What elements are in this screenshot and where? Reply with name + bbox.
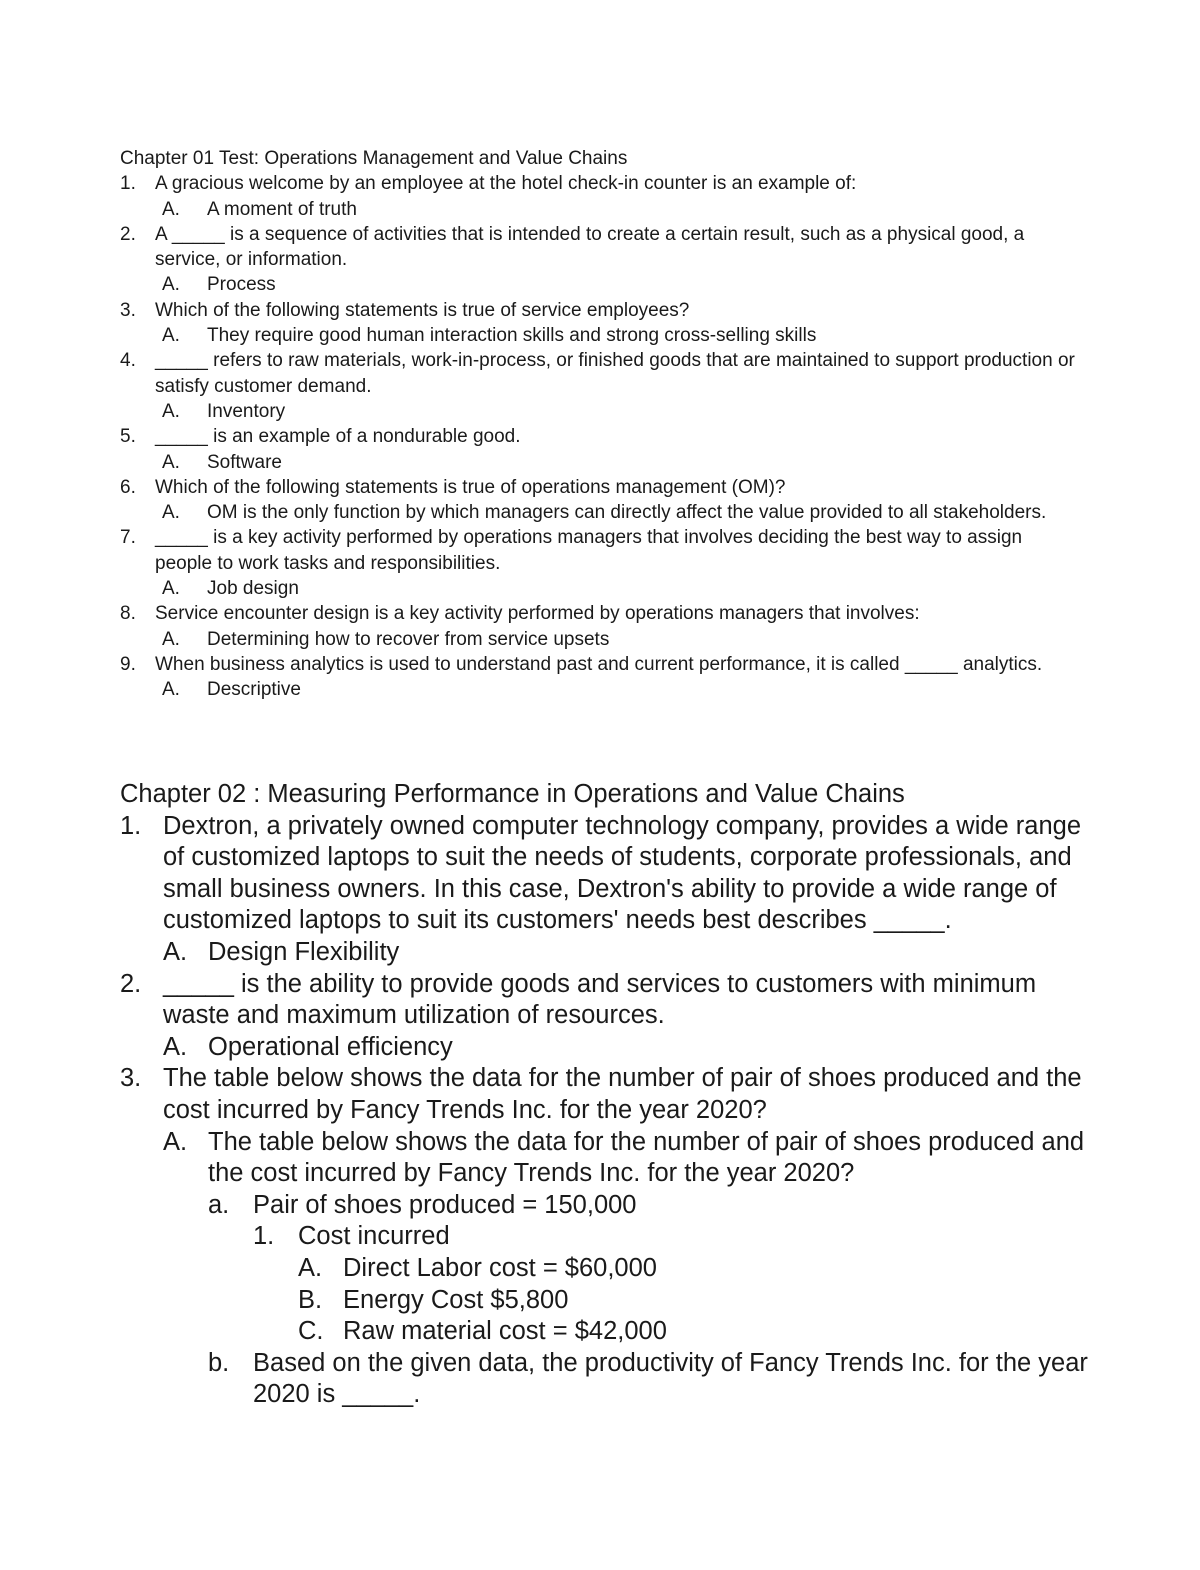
sub-item-a (208, 1190, 1090, 1222)
question-text: Dextron, a privately owned computer technology company, provides a wide range of customized laptops to suit the needs of students, corporate professionals, and small business owners. In this case, Dextron's ability to provide a wide range of customized laptops to suit its customers' needs best describes _____. (163, 811, 1082, 935)
question-text: _____ is the ability to provide goods and services to customers with minimum waste and maximum utilization of resources. (163, 969, 1037, 1030)
cost-item (298, 1285, 1090, 1317)
sub-text: Pair of shoes produced = 150,000 (253, 1190, 637, 1219)
answer-text: Determining how to recover from service upsets (207, 628, 610, 650)
question-text: The table below shows the data for the number of pair of shoes produced and the cost incurred by Fancy Trends Inc. for the year 2020? (163, 1064, 1082, 1124)
question-9 (120, 652, 1080, 703)
chapter-2-section (120, 779, 1090, 1411)
answer-option (162, 500, 1080, 525)
question-number: 1. (120, 811, 142, 840)
question-2 (120, 969, 1090, 1064)
chapter-1-title: Chapter 01 Test: Operations Management and Value Chains (120, 148, 628, 169)
answer-text: They require good human interaction skills and strong cross-selling skills (207, 325, 817, 347)
answer-option (162, 576, 1080, 601)
answer-text: Process (207, 274, 276, 296)
cost-letter: C. (298, 1317, 324, 1346)
cost-letter: A. (298, 1253, 323, 1282)
answer-option (162, 677, 1080, 702)
question-text: _____ refers to raw materials, work-in-process, or finished goods that are maintained to support production or satisfy customer demand. (155, 350, 1075, 397)
option-letter: A. (162, 274, 180, 296)
answer-text: Job design (207, 578, 299, 600)
answer-option (162, 450, 1080, 475)
question-text: _____ is a key activity performed by operations managers that involves deciding the best way to assign people to work tasks and responsibilities. (155, 527, 1023, 574)
question-number: 9. (120, 653, 136, 675)
question-4 (120, 348, 1080, 424)
sub-text: Based on the given data, the productivity of Fancy Trends Inc. for the year 2020 is _____. (253, 1348, 1088, 1409)
option-letter: A. (162, 400, 180, 422)
answer-option (163, 937, 1090, 969)
question-5 (120, 424, 1080, 475)
question-text: A _____ is a sequence of activities that is intended to create a certain result, such as a physical good, a service, or information. (155, 223, 1025, 271)
option-letter: A. (162, 198, 180, 220)
option-letter: A. (163, 937, 188, 966)
question-1 (120, 811, 1090, 969)
question-3 (120, 298, 1080, 349)
sub-item-1 (253, 1221, 1090, 1253)
answer-text: Inventory (207, 400, 286, 422)
sub-text: Cost incurred (298, 1222, 450, 1251)
question-text: Service encounter design is a key activity performed by operations managers that involves: (155, 603, 920, 625)
cost-item (298, 1316, 1090, 1348)
question-number: 2. (120, 223, 136, 245)
cost-item (298, 1253, 1090, 1285)
answer-option (162, 399, 1080, 424)
answer-text: The table below shows the data for the number of pair of shoes produced and the cost incurred by Fancy Trends Inc. for the year 2020? (208, 1127, 1085, 1188)
question-7 (120, 525, 1080, 601)
option-letter: A. (162, 578, 180, 600)
answer-option (162, 197, 1080, 222)
sub-number: 1. (253, 1222, 275, 1251)
option-letter: A. (162, 628, 180, 650)
question-number: 8. (120, 603, 136, 625)
question-1 (120, 171, 1080, 222)
answer-text: Software (207, 451, 282, 473)
question-text: A gracious welcome by an employee at the hotel check-in counter is an example of: (155, 173, 857, 195)
answer-text: A moment of truth (207, 198, 357, 220)
option-letter: A. (162, 325, 180, 347)
answer-option (163, 1032, 1090, 1064)
answer-text: Operational efficiency (208, 1032, 453, 1061)
option-letter: A. (162, 502, 180, 524)
question-text: Which of the following statements is true of service employees? (155, 299, 690, 321)
question-text: _____ is an example of a nondurable good. (155, 426, 521, 448)
question-6 (120, 475, 1080, 526)
question-number: 3. (120, 299, 136, 321)
chapter-1-section (120, 146, 1080, 703)
answer-text: OM is the only function by which managers can directly affect the value provided to all stakeholders. (207, 502, 1047, 524)
option-letter: A. (162, 679, 180, 701)
chapter-2-title: Chapter 02 : Measuring Performance in Operations and Value Chains (120, 780, 905, 808)
cost-text: Energy Cost $5,800 (343, 1285, 569, 1314)
question-number: 7. (120, 527, 136, 549)
question-number: 2. (120, 969, 142, 998)
question-text: Which of the following statements is true of operations management (OM)? (155, 476, 786, 498)
sub-item-b (208, 1348, 1090, 1411)
cost-letter: B. (298, 1285, 323, 1314)
question-2 (120, 222, 1080, 298)
question-number: 5. (120, 426, 136, 448)
question-8 (120, 601, 1080, 652)
option-letter: A. (163, 1127, 188, 1156)
question-number: 3. (120, 1064, 142, 1093)
question-3 (120, 1063, 1090, 1411)
question-text: When business analytics is used to understand past and current performance, it is called _____ analytics. (155, 653, 1043, 675)
question-number: 6. (120, 476, 136, 498)
answer-option (162, 627, 1080, 652)
cost-text: Raw material cost = $42,000 (343, 1317, 667, 1346)
option-letter: A. (163, 1032, 188, 1061)
answer-text: Descriptive (207, 679, 301, 701)
question-number: 4. (120, 350, 136, 372)
cost-text: Direct Labor cost = $60,000 (343, 1253, 657, 1282)
answer-option (163, 1127, 1090, 1190)
answer-option (162, 272, 1080, 297)
question-number: 1. (120, 173, 136, 195)
sub-letter: b. (208, 1348, 230, 1377)
answer-text: Design Flexibility (208, 937, 400, 966)
question-list (120, 171, 1080, 702)
sub-letter: a. (208, 1190, 230, 1219)
answer-option (162, 323, 1080, 348)
option-letter: A. (162, 451, 180, 473)
